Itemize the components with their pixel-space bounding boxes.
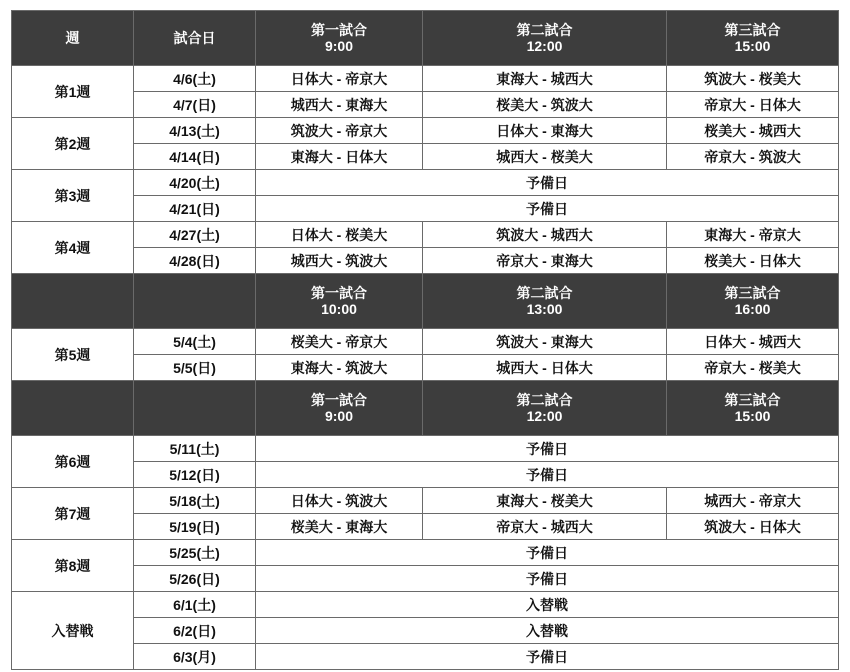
match-date: 6/1(土): [134, 592, 256, 618]
week-label: 第8週: [12, 540, 134, 592]
match-cell: 日体大 - 城西大: [667, 329, 839, 355]
week-label: 入替戦: [12, 592, 134, 670]
match-date: 6/2(日): [134, 618, 256, 644]
header-date: [134, 381, 256, 436]
match-cell: 東海大 - 桜美大: [423, 488, 667, 514]
table-row: [12, 618, 839, 644]
table-row: [12, 540, 839, 566]
match-title: 第三試合: [724, 285, 781, 301]
match-cell: 日体大 - 東海大: [423, 118, 667, 144]
match-cell: 東海大 - 日体大: [256, 144, 423, 170]
day-note: 予備日: [256, 196, 839, 222]
table-row: [12, 566, 839, 592]
header-match-2: [423, 274, 667, 329]
week-label: 第5週: [12, 329, 134, 381]
table-row: [12, 514, 839, 540]
match-time: 15:00: [734, 38, 771, 54]
week-label: 第4週: [12, 222, 134, 274]
match-cell: 帝京大 - 城西大: [423, 514, 667, 540]
header-week: [12, 274, 134, 329]
match-date: 4/21(日): [134, 196, 256, 222]
match-cell: 東海大 - 筑波大: [256, 355, 423, 381]
table-row: [12, 92, 839, 118]
header-match-1: [256, 11, 423, 66]
header-match-3: [667, 274, 839, 329]
day-note: 予備日: [256, 540, 839, 566]
match-time: 12:00: [526, 408, 563, 424]
match-date: 4/6(土): [134, 66, 256, 92]
match-cell: 筑波大 - 東海大: [423, 329, 667, 355]
match-title: 第二試合: [516, 22, 573, 38]
match-cell: 城西大 - 桜美大: [423, 144, 667, 170]
header-row: [12, 274, 839, 329]
header-match-2: [423, 11, 667, 66]
header-week: 週: [12, 11, 134, 66]
day-note: 入替戦: [256, 618, 839, 644]
day-note: 入替戦: [256, 592, 839, 618]
match-cell: 筑波大 - 城西大: [423, 222, 667, 248]
match-cell: 筑波大 - 帝京大: [256, 118, 423, 144]
match-date: 6/3(月): [134, 644, 256, 670]
match-date: 5/12(日): [134, 462, 256, 488]
match-cell: 城西大 - 東海大: [256, 92, 423, 118]
match-date: 4/20(土): [134, 170, 256, 196]
header-match-1: [256, 381, 423, 436]
match-date: 5/5(日): [134, 355, 256, 381]
match-cell: 桜美大 - 日体大: [667, 248, 839, 274]
match-title: 第三試合: [724, 22, 781, 38]
match-cell: 帝京大 - 日体大: [667, 92, 839, 118]
match-cell: 日体大 - 桜美大: [256, 222, 423, 248]
match-cell: 城西大 - 日体大: [423, 355, 667, 381]
week-label: 第6週: [12, 436, 134, 488]
match-title: 第一試合: [311, 392, 367, 408]
week-label: 第2週: [12, 118, 134, 170]
header-date: [134, 274, 256, 329]
day-note: 予備日: [256, 170, 839, 196]
match-date: 5/25(土): [134, 540, 256, 566]
match-cell: 帝京大 - 東海大: [423, 248, 667, 274]
match-date: 5/18(土): [134, 488, 256, 514]
match-cell: 帝京大 - 筑波大: [667, 144, 839, 170]
match-time: 13:00: [526, 301, 563, 317]
table-row: [12, 592, 839, 618]
table-row: [12, 488, 839, 514]
match-title: 第一試合: [311, 22, 367, 38]
match-date: 5/4(土): [134, 329, 256, 355]
day-note: 予備日: [256, 566, 839, 592]
schedule-table: [11, 10, 839, 670]
header-match-2: [423, 381, 667, 436]
match-cell: 東海大 - 帝京大: [667, 222, 839, 248]
table-row: [12, 66, 839, 92]
table-row: [12, 170, 839, 196]
match-time: 16:00: [734, 301, 771, 317]
match-date: 5/26(日): [134, 566, 256, 592]
match-cell: 城西大 - 筑波大: [256, 248, 423, 274]
match-cell: 日体大 - 筑波大: [256, 488, 423, 514]
match-date: 4/27(土): [134, 222, 256, 248]
table-row: [12, 144, 839, 170]
header-row: [12, 381, 839, 436]
match-time: 9:00: [324, 408, 354, 424]
match-time: 12:00: [526, 38, 563, 54]
header-match-1: [256, 274, 423, 329]
match-cell: 桜美大 - 筑波大: [423, 92, 667, 118]
header-match-3: [667, 11, 839, 66]
header-week: [12, 381, 134, 436]
match-title: 第二試合: [516, 285, 573, 301]
table-row: [12, 196, 839, 222]
match-cell: 帝京大 - 桜美大: [667, 355, 839, 381]
table-row: [12, 462, 839, 488]
match-date: 5/11(土): [134, 436, 256, 462]
table-row: [12, 329, 839, 355]
match-cell: 桜美大 - 城西大: [667, 118, 839, 144]
match-cell: 桜美大 - 帝京大: [256, 329, 423, 355]
match-cell: 筑波大 - 桜美大: [667, 66, 839, 92]
week-label: 第3週: [12, 170, 134, 222]
match-time: 10:00: [321, 301, 357, 317]
week-label: 第7週: [12, 488, 134, 540]
header-match-3: [667, 381, 839, 436]
match-cell: 日体大 - 帝京大: [256, 66, 423, 92]
match-time: 9:00: [324, 38, 354, 54]
table-row: [12, 248, 839, 274]
table-row: [12, 118, 839, 144]
header-date: 試合日: [134, 11, 256, 66]
table-row: [12, 355, 839, 381]
match-cell: 東海大 - 城西大: [423, 66, 667, 92]
match-time: 15:00: [734, 408, 771, 424]
header-row: [12, 11, 839, 66]
week-label: 第1週: [12, 66, 134, 118]
day-note: 予備日: [256, 436, 839, 462]
match-date: 5/19(日): [134, 514, 256, 540]
match-cell: 城西大 - 帝京大: [667, 488, 839, 514]
table-row: [12, 222, 839, 248]
match-date: 4/13(土): [134, 118, 256, 144]
match-date: 4/28(日): [134, 248, 256, 274]
match-date: 4/14(日): [134, 144, 256, 170]
day-note: 予備日: [256, 462, 839, 488]
table-row: [12, 436, 839, 462]
match-title: 第二試合: [516, 392, 573, 408]
day-note: 予備日: [256, 644, 839, 670]
match-title: 第一試合: [311, 285, 367, 301]
match-cell: 筑波大 - 日体大: [667, 514, 839, 540]
table-row: [12, 644, 839, 670]
match-title: 第三試合: [724, 392, 781, 408]
match-date: 4/7(日): [134, 92, 256, 118]
match-cell: 桜美大 - 東海大: [256, 514, 423, 540]
